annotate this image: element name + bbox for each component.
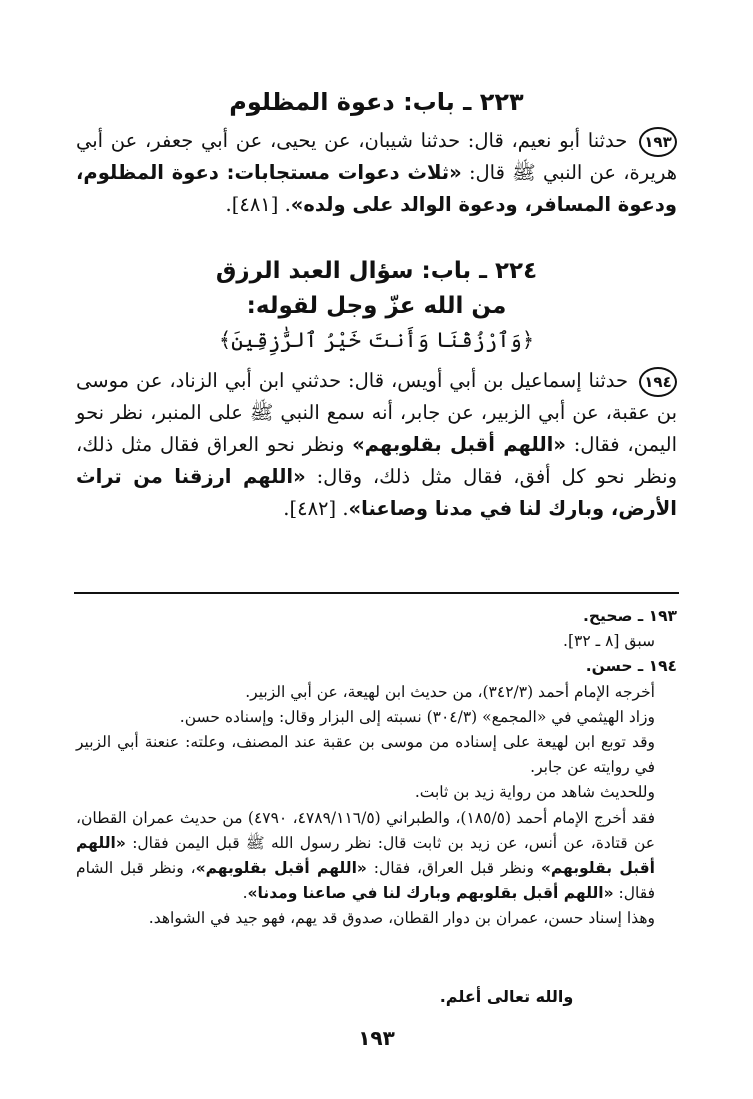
footnote-divider — [74, 592, 679, 594]
footnote-194-l5d-text: . — [242, 884, 248, 903]
footnote-194-l5-text: فقد أخرج الإمام أحمد (١٨٥/٥)، والطبراني (٤٧٨٩/١١٦/٥، ٤٧٩٠) من حديث عمران القطان، عن قتادة، عن أنس، عن زيد بن ثابت قال: نظر رسول الله ﷺ قبل اليمن فقال: — [76, 808, 656, 852]
footnote-193-line: سبق [٨ ـ ٣٢]. — [563, 632, 655, 651]
closing-phrase: والله تعالى أعلم. — [439, 987, 574, 1006]
quran-verse: ﴿وَٱرْزُقْنَا وَأَنتَ خَيْرُ ٱلرَّٰزِقِينَ﴾ — [218, 328, 535, 352]
footnote-194-q1: «اللهم أقبل بقلوبهم» — [76, 833, 655, 878]
footnote-194-q2: «اللهم أقبل بقلوبهم» — [195, 859, 367, 878]
footnote-194-l5b-text: ونظر قبل العراق، فقال: — [366, 859, 541, 878]
hadith-194-mid: ونظر نحو العراق فقال مثل ذلك، ونظر نحو كل أفق، فقال مثل ذلك، وقال: — [76, 433, 677, 488]
footnote-194-line-4: وللحديث شاهد من رواية زيد بن ثابت. — [414, 783, 655, 802]
hadith-194-ref: . [٤٨٢]. — [283, 497, 349, 520]
hadith-194-isnad: حدثنا إسماعيل بن أبي أويس، قال: حدثني ابن أبي الزناد، عن موسى بن عقبة، عن أبي الزبير، عن جابر، أنه سمع النبي ﷺ على المنبر، نظر نحو اليمن، فقال: — [76, 369, 677, 456]
footnote-194-line-6: وهذا إسناد حسن، عمران بن دوار القطان، صدوق قد يهم، فهو جيد في الشواهد. — [148, 909, 655, 928]
chapter-223-title: ٢٢٣ ـ باب: دعوة المظلوم — [229, 88, 524, 116]
footnote-194-line-2: وزاد الهيثمي في «المجمع» (٣٠٤/٣) نسبته إلى البزار وقال: وإسناده حسن. — [179, 707, 655, 726]
footnote-194-line-1: أخرجه الإمام أحمد (٣٤٢/٣)، من حديث ابن لهيعة، عن أبي الزبير. — [245, 682, 655, 701]
footnote-194-q3: «اللهم أقبل بقلوبهم وبارك لنا في صاعنا ومدنا» — [247, 884, 614, 903]
hadith-193-matn: «ثلاث دعوات مستجابات: دعوة المظلوم، ودعوة المسافر، ودعوة الوالد على ولده» — [76, 161, 677, 216]
chapter-224-title: ٢٢٤ ـ باب: سؤال العبد الرزق — [215, 258, 538, 284]
footnotes — [76, 604, 677, 932]
hadith-194-quote-2: «اللهم ارزقنا من تراث الأرض، وبارك لنا في مدنا وصاعنا» — [76, 465, 677, 520]
hadith-193-ref: . [٤٨١]. — [225, 193, 291, 216]
hadith-193 — [76, 125, 677, 221]
chapter-224-subtitle: من الله عزّ وجل لقوله: — [246, 293, 507, 319]
hadith-193-isnad: حدثنا أبو نعيم، قال: حدثنا شيبان، عن يحيى، عن أبي جعفر، عن أبي هريرة، عن النبي ﷺ قال: — [76, 129, 677, 184]
footnote-193-head: ١٩٣ ـ صحيح. — [582, 607, 677, 625]
footnote-194-l5c-text: ، ونظر قبل الشام فقال: — [76, 859, 655, 903]
footnote-194-line-3: وقد توبع ابن لهيعة على إسناده من موسى بن عقبة عند المصنف، وعلته: عنعنة أبي الزبير في روايته عن جابر. — [76, 733, 655, 777]
hadith-194 — [76, 365, 677, 525]
footnote-194-line-5 — [76, 806, 677, 907]
page-number: ١٩٣ — [358, 1026, 395, 1050]
footnote-194-head: ١٩٤ ـ حسن. — [585, 657, 677, 676]
hadith-number-badge: ١٩٤ — [639, 367, 677, 397]
hadith-194-quote-1: «اللهم أقبل بقلوبهم» — [352, 433, 566, 456]
hadith-number-badge: ١٩٣ — [639, 127, 677, 157]
